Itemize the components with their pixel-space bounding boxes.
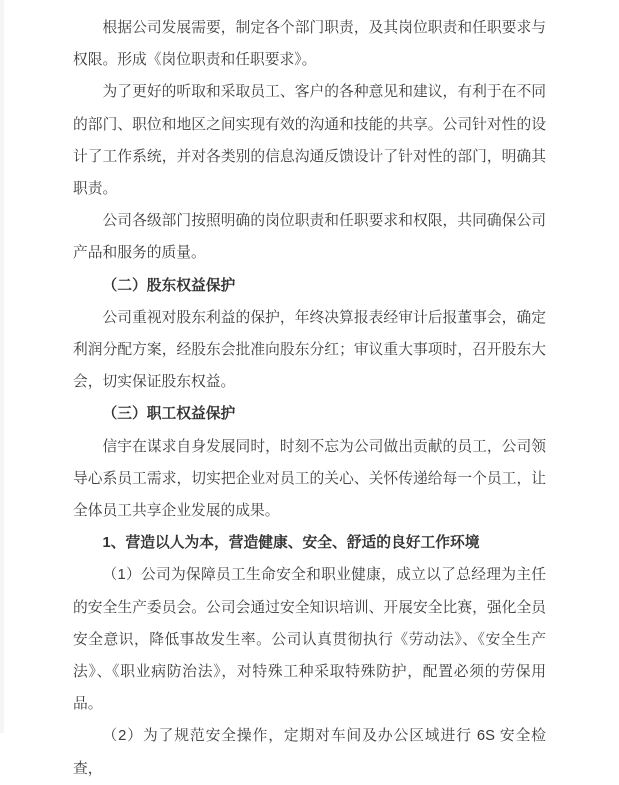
section-heading: 1、营造以人为本，营造健康、安全、舒适的良好工作环境	[102, 535, 480, 552]
body-paragraph: 信宇在谋求自身发展同时，时刻不忘为公司做出贡献的员工，公司领导心系员工需求，切实把企业对员工的关心、关怀传递给每一个员工，让全体员工共享企业发展的成果。	[73, 438, 546, 520]
body-paragraph: 公司各级部门按照明确的岗位职责和任职要求和权限，共同确保公司产品和服务的质量。	[73, 213, 546, 262]
body-paragraph: （2）为了规范安全操作，定期对车间及办公区域进行 6S 安全检查，	[73, 728, 546, 777]
body-paragraph: 公司重视对股东利益的保护，年终决算报表经审计后报董事会，确定利润分配方案，经股东会批准向股东分红；审议重大事项时，召开股东大会，切实保证股东权益。	[73, 309, 546, 391]
document-body-text	[73, 12, 546, 785]
section-heading: （三）职工权益保护	[102, 406, 236, 423]
body-paragraph: （1）公司为保障员工生命安全和职业健康，成立以了总经理为主任的安全生产委员会。公司会通过安全知识培训、开展安全比赛，强化全员安全意识，降低事故发生率。公司认真贯彻执行《劳动法》、《安全生产法》、《职业病防治法》，对特殊工种采取特殊防护，配置必须的劳保用品。	[73, 567, 546, 713]
section-heading: （二）股东权益保护	[102, 277, 236, 294]
body-paragraph: 根据公司发展需要，制定各个部门职责，及其岗位职责和任职要求与权限。形成《岗位职责和任职要求》。	[73, 20, 546, 69]
body-paragraph: 为了更好的听取和采取员工、客户的各种意见和建议，有利于在不同的部门、职位和地区之间实现有效的沟通和技能的共享。公司针对性的设计了工作系统，并对各类别的信息沟通反馈设计了针对性的部门，明确其职责。	[73, 84, 546, 198]
